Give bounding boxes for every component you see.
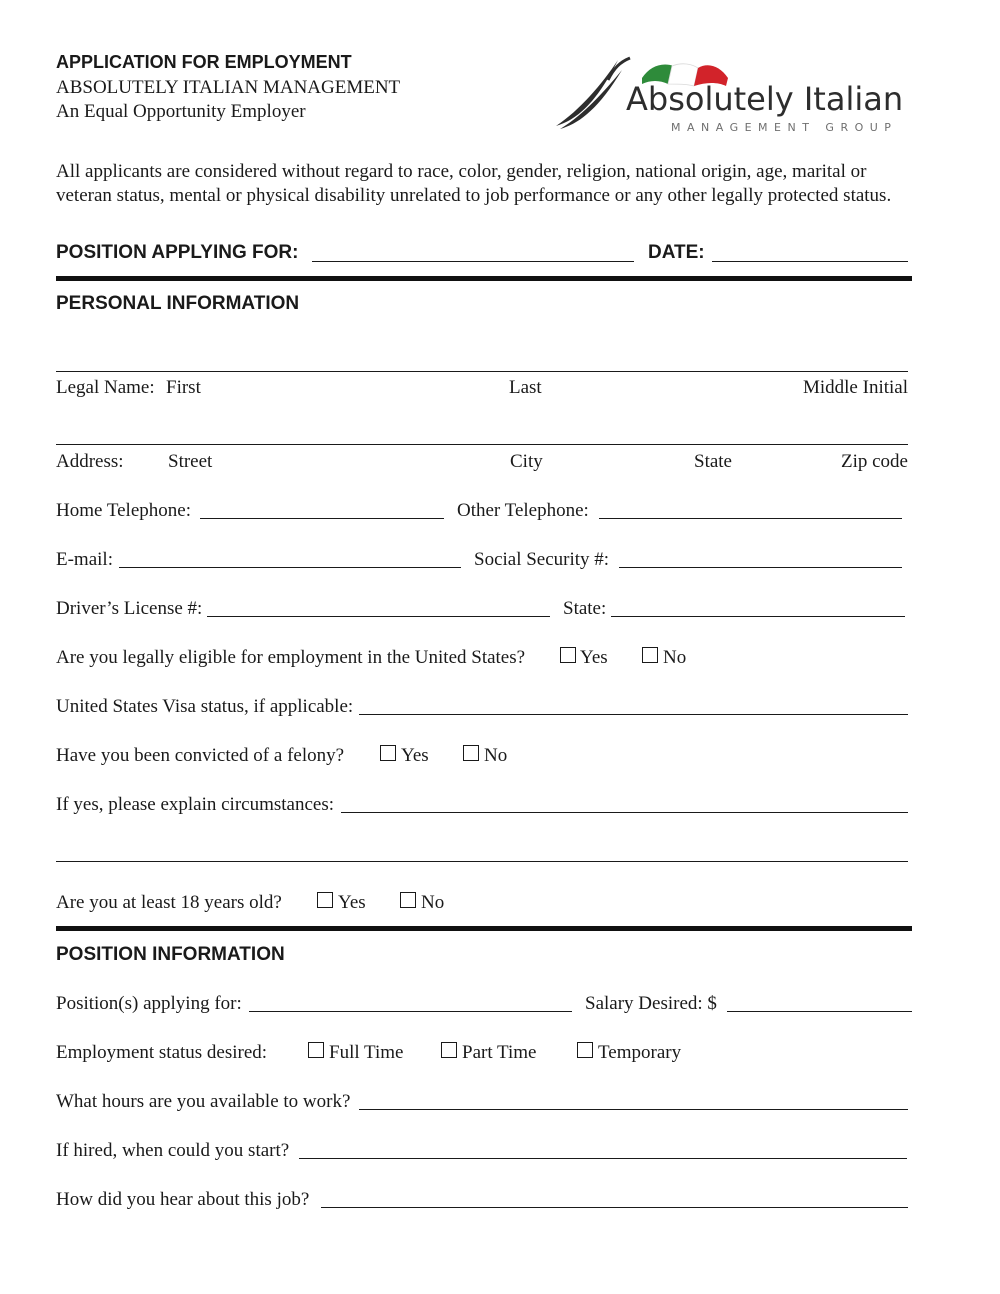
state-caption: State xyxy=(694,451,732,472)
logo-wordmark: Absolutely Italian xyxy=(626,80,904,118)
logo-swoosh-icon xyxy=(552,50,632,132)
age-yes-checkbox[interactable] xyxy=(317,892,333,908)
age-question: Are you at least 18 years old? xyxy=(56,892,282,913)
eligibility-question: Are you legally eligible for employment in the United States? xyxy=(56,647,526,668)
employment-status-label: Employment status desired: xyxy=(56,1042,268,1063)
job-source-label: How did you hear about this job? xyxy=(56,1189,310,1210)
explain-circumstances-field[interactable] xyxy=(341,812,908,813)
part-time-label: Part Time xyxy=(462,1042,537,1063)
personal-info-heading: PERSONAL INFORMATION xyxy=(56,293,300,314)
salary-desired-label: Salary Desired: $ xyxy=(585,993,717,1014)
full-time-checkbox[interactable] xyxy=(308,1042,324,1058)
positions-applying-field[interactable] xyxy=(249,1011,572,1012)
explain-circumstances-label: If yes, please explain circumstances: xyxy=(56,794,335,815)
start-date-field[interactable] xyxy=(299,1158,907,1159)
middle-initial-caption: Middle Initial xyxy=(802,377,908,398)
temporary-checkbox[interactable] xyxy=(577,1042,593,1058)
legal-name-field[interactable] xyxy=(56,371,908,372)
street-caption: Street xyxy=(168,451,213,472)
full-time-label: Full Time xyxy=(329,1042,404,1063)
other-telephone-label: Other Telephone: xyxy=(457,500,589,521)
eeo-statement: All applicants are considered without regard to race, color, gender, religion, national origin, age, marital or veteran status, mental or physical disability unrelated to job performance or any other legally protected status. xyxy=(56,161,892,206)
start-date-label: If hired, when could you start? xyxy=(56,1140,290,1161)
position-applying-field[interactable] xyxy=(312,261,634,262)
logo-subtitle: MANAGEMENT GROUP xyxy=(671,121,898,134)
age-yes-label: Yes xyxy=(338,892,366,913)
license-state-field[interactable] xyxy=(611,616,905,617)
temporary-label: Temporary xyxy=(598,1042,682,1063)
eligible-yes-checkbox[interactable] xyxy=(560,647,576,663)
eligible-no-label: No xyxy=(663,647,687,668)
last-name-caption: Last xyxy=(509,377,542,398)
form-title: APPLICATION FOR EMPLOYMENT xyxy=(56,52,352,72)
positions-applying-label: Position(s) applying for: xyxy=(56,993,242,1014)
visa-status-field[interactable] xyxy=(359,714,908,715)
address-field[interactable] xyxy=(56,444,908,445)
drivers-license-label: Driver’s License #: xyxy=(56,598,203,619)
drivers-license-field[interactable] xyxy=(207,616,550,617)
address-label: Address: xyxy=(56,451,124,472)
part-time-checkbox[interactable] xyxy=(441,1042,457,1058)
job-source-field[interactable] xyxy=(321,1207,908,1208)
age-no-label: No xyxy=(421,892,445,913)
email-label: E-mail: xyxy=(56,549,113,570)
city-caption: City xyxy=(510,451,543,472)
first-name-caption: First xyxy=(166,377,201,398)
age-no-checkbox[interactable] xyxy=(400,892,416,908)
explain-continuation-field[interactable] xyxy=(56,861,908,862)
felony-no-checkbox[interactable] xyxy=(463,745,479,761)
eligible-yes-label: Yes xyxy=(580,647,608,668)
company-name: ABSOLUTELY ITALIAN MANAGEMENT xyxy=(56,77,401,98)
position-applying-label: POSITION APPLYING FOR: xyxy=(56,242,299,263)
eligible-no-checkbox[interactable] xyxy=(642,647,658,663)
section-divider xyxy=(56,276,912,281)
date-field[interactable] xyxy=(712,261,908,262)
visa-status-label: United States Visa status, if applicable: xyxy=(56,696,354,717)
legal-name-label: Legal Name: xyxy=(56,377,155,398)
email-field[interactable] xyxy=(119,567,461,568)
ssn-field[interactable] xyxy=(619,567,902,568)
hours-available-label: What hours are you available to work? xyxy=(56,1091,351,1112)
felony-yes-checkbox[interactable] xyxy=(380,745,396,761)
other-telephone-field[interactable] xyxy=(599,518,902,519)
position-info-heading: POSITION INFORMATION xyxy=(56,944,285,965)
ssn-label: Social Security #: xyxy=(474,549,610,570)
eeo-line: An Equal Opportunity Employer xyxy=(56,101,306,122)
date-label: DATE: xyxy=(648,242,705,263)
home-telephone-field[interactable] xyxy=(200,518,444,519)
zip-code-caption: Zip code xyxy=(840,451,908,472)
salary-desired-field[interactable] xyxy=(727,1011,912,1012)
felony-question: Have you been convicted of a felony? xyxy=(56,745,345,766)
license-state-label: State: xyxy=(563,598,607,619)
section-divider xyxy=(56,926,912,931)
felony-yes-label: Yes xyxy=(401,745,429,766)
felony-no-label: No xyxy=(484,745,508,766)
hours-available-field[interactable] xyxy=(359,1109,908,1110)
home-telephone-label: Home Telephone: xyxy=(56,500,191,521)
